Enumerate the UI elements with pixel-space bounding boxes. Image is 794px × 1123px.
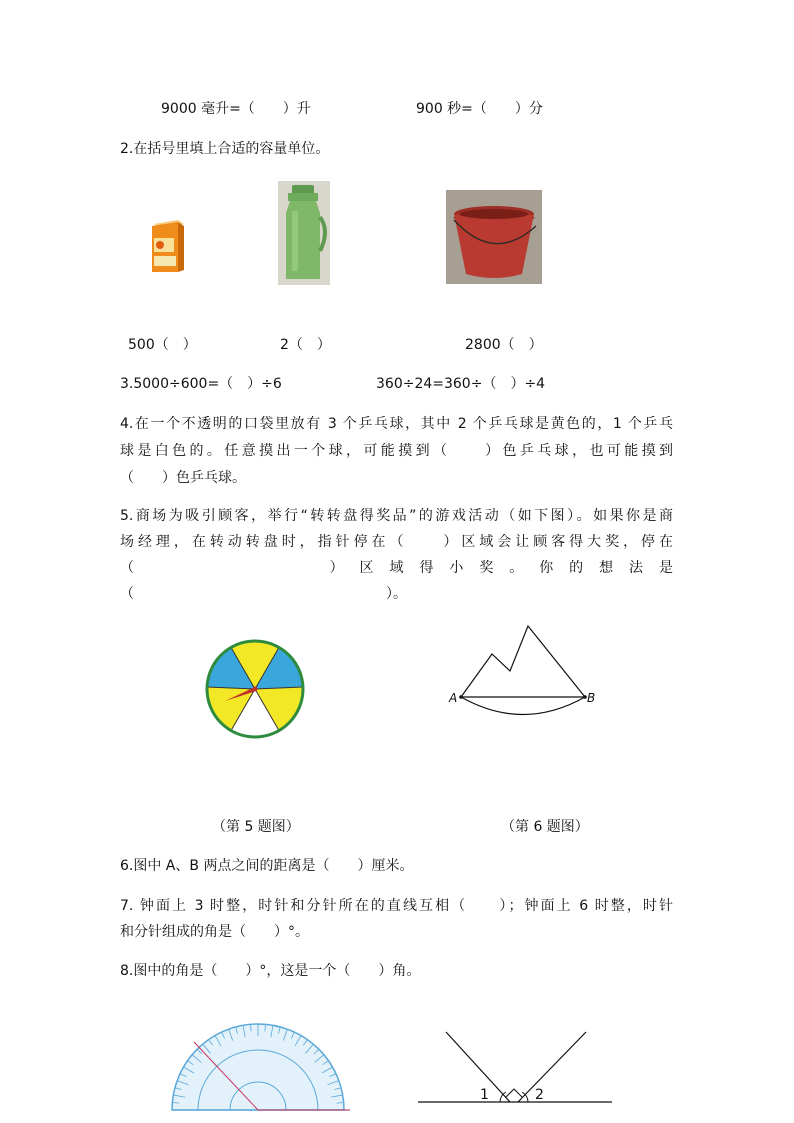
- q5-line-4: （ ）。: [120, 586, 407, 602]
- q3-right: 360÷24=360÷（ ）÷4: [376, 376, 546, 392]
- q5-line-2: 场经理，在转动转盘时，指针停在（ ）区域会让顾客得大奖，停在: [120, 534, 673, 550]
- segment-ab-figure: [446, 624, 596, 720]
- point-a-label: A: [449, 691, 458, 705]
- q5-line-1: 5.商场为吸引顾客，举行“转转盘得奖品”的游戏活动（如下图）。如果你是商: [120, 508, 673, 524]
- q4-line-2: 球是白色的。任意摸出一个球，可能摸到（ ）色乒乓球，也可能摸到: [120, 443, 673, 459]
- q4-line-1: 4.在一个不透明的口袋里放有 3 个乒乓球，其中 2 个乒乓球是黄色的，1 个乒乓: [120, 416, 673, 432]
- q2-answer-3: 2800（ ）: [465, 337, 543, 353]
- q4-line-3: （ ）色乒乓球。: [120, 470, 246, 486]
- q1-left: 9000 毫升=（ ）升: [161, 101, 311, 117]
- angles-figure: [418, 1030, 614, 1106]
- q8-text: 8.图中的角是（ ）°，这是一个（ ）角。: [120, 963, 421, 979]
- protractor-figure: [168, 1018, 352, 1114]
- bucket-image: [446, 190, 542, 284]
- q6-text: 6.图中 A、B 两点之间的距离是（ ）厘米。: [120, 858, 414, 874]
- q7-line-1: 7. 钟面上 3 时整，时针和分针所在的直线互相（ ）；钟面上 6 时整，时针: [120, 898, 673, 914]
- q3-left: 3.5000÷600=（ ）÷6: [120, 376, 282, 392]
- q2-answer-2: 2（ ）: [280, 337, 331, 353]
- q1-right: 900 秒=（ ）分: [416, 101, 543, 117]
- spinner-figure: [200, 634, 310, 744]
- q5-line-3: （ ）区域得小奖。你的想法是: [120, 560, 673, 576]
- point-b-label: B: [587, 691, 596, 705]
- q2-answer-1: 500（ ）: [128, 337, 197, 353]
- angle-1-label: 1: [480, 1087, 489, 1103]
- thermos-image: [278, 181, 330, 285]
- juice-box-image: [148, 218, 188, 274]
- q7-line-2: 和分针组成的角是（ ）°。: [120, 924, 309, 940]
- q2-title: 2.在括号里填上合适的容量单位。: [120, 141, 330, 157]
- angle-2-label: 2: [535, 1087, 544, 1103]
- figure-6-caption: （第 6 题图）: [501, 819, 589, 835]
- figure-5-caption: （第 5 题图）: [212, 819, 300, 835]
